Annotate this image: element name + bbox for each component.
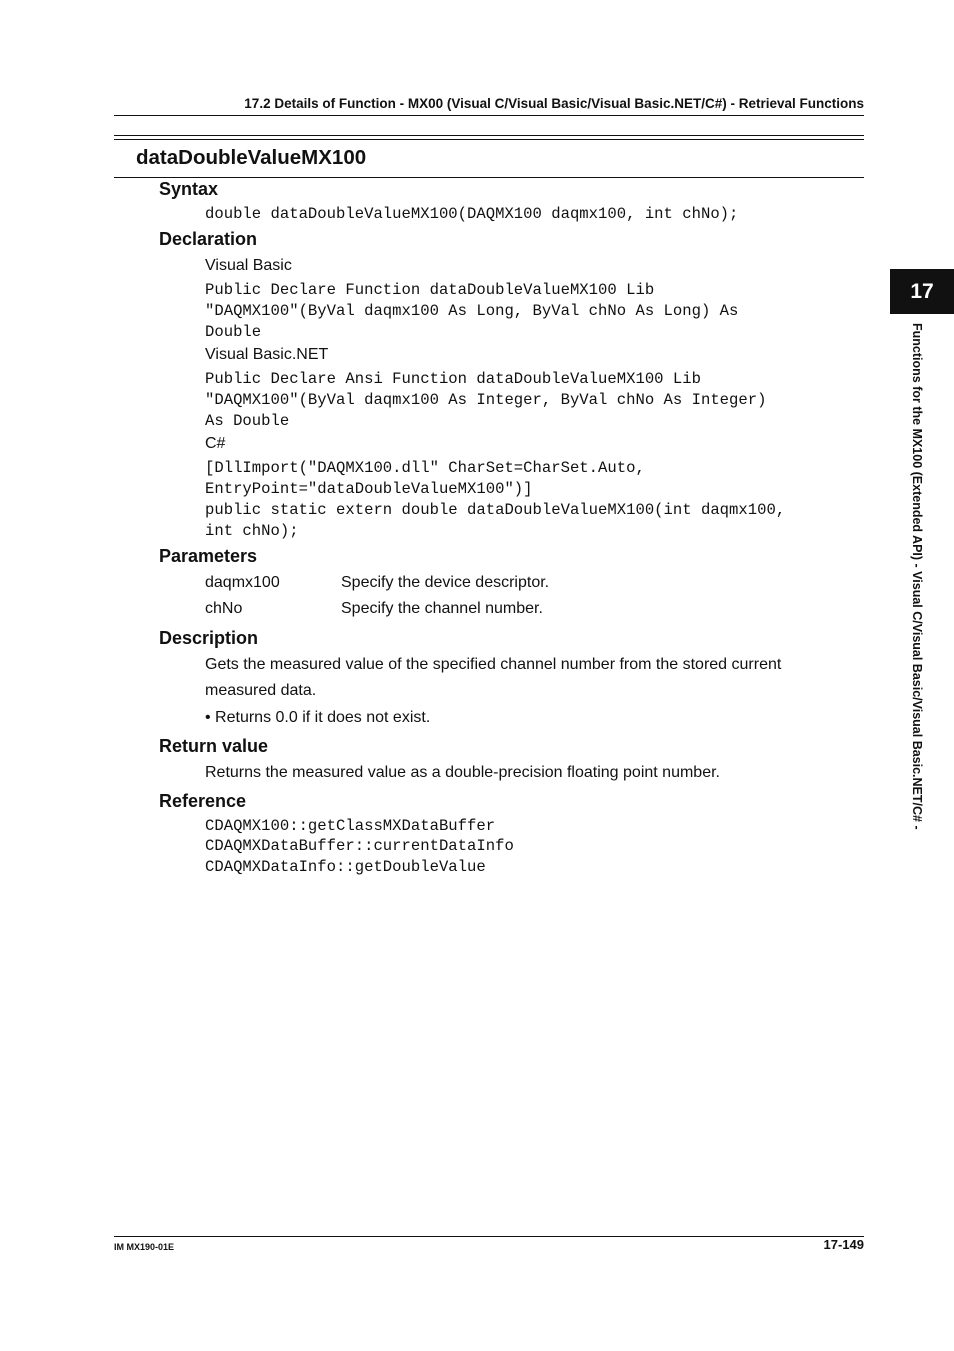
return-value-heading: Return value [159, 736, 269, 756]
header-rule [114, 115, 864, 116]
description-line: Gets the measured value of the specified channel number from the stored current [205, 656, 782, 673]
param-name: daqmx100 [205, 574, 280, 591]
reference-item: CDAQMXDataInfo::getDoubleValue [205, 858, 486, 876]
reference-item: CDAQMXDataBuffer::currentDataInfo [205, 837, 514, 855]
cs-code-line: int chNo); [205, 522, 299, 540]
title-rule-top-2 [114, 139, 864, 140]
function-title: dataDoubleValueMX100 [136, 146, 367, 169]
title-rule-top-1 [114, 135, 864, 136]
vbnet-label: Visual Basic.NET [205, 346, 329, 363]
reference-heading: Reference [159, 791, 247, 811]
chapter-side-title: Functions for the MX100 (Extended API) - Visual C/Visual Basic/Visual Basic.NET/C# - [910, 323, 924, 830]
description-heading: Description [159, 628, 259, 648]
cs-code-line: public static extern double dataDoubleValueMX100(int daqmx100, [205, 501, 786, 519]
footer-doc-id: IM MX190-01E [114, 1242, 175, 1252]
reference-item: CDAQMX100::getClassMXDataBuffer [205, 817, 496, 835]
vb-code-line: "DAQMX100"(ByVal daqmx100 As Long, ByVal chNo As Long) As [205, 302, 739, 320]
vb-code-line: Double [205, 323, 262, 341]
vb-label: Visual Basic [205, 257, 292, 274]
syntax-code: double dataDoubleValueMX100(DAQMX100 daqmx100, int chNo); [205, 205, 739, 223]
vbnet-code-line: "DAQMX100"(ByVal daqmx100 As Integer, ByVal chNo As Integer) [205, 391, 767, 409]
description-line: measured data. [205, 682, 317, 699]
running-header: 17.2 Details of Function - MX00 (Visual C/Visual Basic/Visual Basic.NET/C#) - Retrieval Functions [244, 96, 864, 111]
cs-code-line: [DllImport("DAQMX100.dll" CharSet=CharSet.Auto, [205, 459, 645, 477]
vb-code-line: Public Declare Function dataDoubleValueMX100 Lib [205, 281, 655, 299]
cs-label: C# [205, 435, 226, 452]
vbnet-code-line: As Double [205, 412, 290, 430]
parameters-heading: Parameters [159, 546, 258, 566]
footer-rule [114, 1236, 864, 1237]
cs-code-line: EntryPoint="dataDoubleValueMX100")] [205, 480, 533, 498]
footer-page-number: 17-149 [823, 1237, 864, 1252]
param-desc: Specify the channel number. [341, 600, 543, 617]
param-desc: Specify the device descriptor. [341, 574, 550, 591]
vbnet-code-line: Public Declare Ansi Function dataDoubleValueMX100 Lib [205, 370, 701, 388]
chapter-tab: 17 [890, 269, 954, 314]
return-value-text: Returns the measured value as a double-precision floating point number. [205, 764, 720, 781]
param-name: chNo [205, 600, 243, 617]
syntax-heading: Syntax [159, 179, 219, 199]
declaration-heading: Declaration [159, 229, 258, 249]
description-bullet: • Returns 0.0 if it does not exist. [205, 709, 431, 726]
title-rule-bottom [114, 177, 864, 178]
